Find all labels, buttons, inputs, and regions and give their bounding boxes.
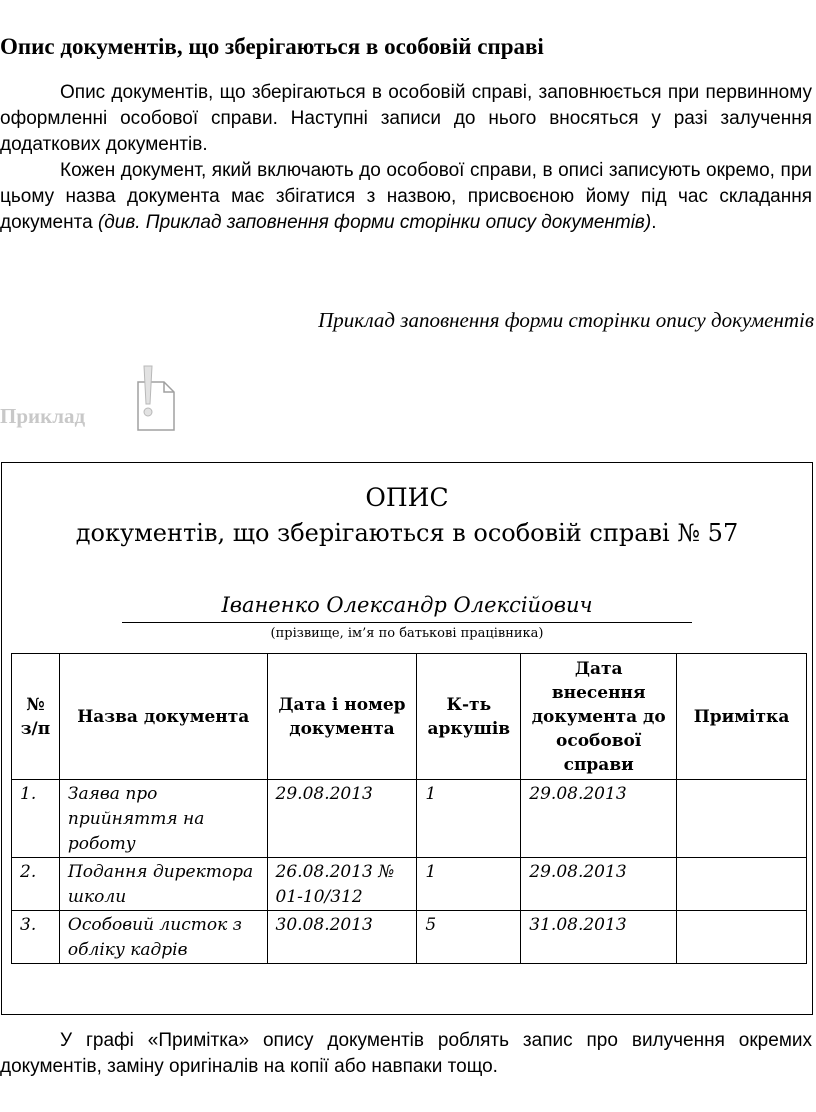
table-row	[12, 858, 807, 911]
cell-note	[677, 780, 807, 858]
document-exclamation-icon	[132, 364, 178, 432]
cell-number: 2.	[12, 858, 60, 911]
documents-table	[11, 653, 807, 964]
cell-sheets: 1	[417, 780, 521, 858]
cell-doc-date: 26.08.2013 № 01-10/312	[267, 858, 417, 911]
note-paragraph: У графі «Примітка» опису документів роблять запис про вилучення окремих документів, заміну оригіналів на копії або навпаки тощо.	[0, 1030, 812, 1077]
col-header-name: Назва документа	[59, 654, 267, 780]
cell-doc-date: 30.08.2013	[267, 911, 417, 964]
employee-name-underline	[122, 622, 692, 623]
form-title: ОПИС	[365, 483, 449, 512]
cell-note	[677, 858, 807, 911]
cell-note	[677, 911, 807, 964]
page-heading: Опис документів, що зберігаються в особовій справі	[0, 34, 544, 59]
col-header-number: № з/п	[12, 654, 60, 780]
cell-entry-date: 31.08.2013	[521, 911, 677, 964]
form-subtitle: документів, що зберігаються в особовій справі № 57	[75, 519, 739, 547]
example-reference: (див. Приклад заповнення форми сторінки опису документів)	[97, 212, 652, 233]
cell-name: Заява про прийняття на роботу	[59, 780, 267, 858]
intro-paragraph: Опис документів, що зберігаються в особовій справі, заповнюється при первинному оформленні особової справи. Наступні записи до нього вносяться у разі залучення додаткових документів.	[0, 82, 812, 155]
cell-name: Особовий листок з обліку кадрів	[59, 911, 267, 964]
table-header-row	[12, 654, 807, 780]
col-header-entry-date: Дата внесення документа до особової справи	[521, 654, 677, 780]
cell-name: Подання директора школи	[59, 858, 267, 911]
col-header-note: Примітка	[677, 654, 807, 780]
cell-entry-date: 29.08.2013	[521, 780, 677, 858]
cell-number: 3.	[12, 911, 60, 964]
cell-doc-date: 29.08.2013	[267, 780, 417, 858]
employee-name: Іваненко Олександр Олексійович	[221, 593, 593, 617]
col-header-doc-date: Дата і номер документа	[267, 654, 417, 780]
rule-paragraph-text: Кожен документ, який включають до особової справи, в описі записують окремо, при цьому назва документа має збігатися з назвою, присвоєною йому під час складання документа	[0, 160, 812, 233]
cell-number: 1.	[12, 780, 60, 858]
table-row	[12, 911, 807, 964]
cell-sheets: 1	[417, 858, 521, 911]
employee-name-caption: (прізвище, ім’я по батькові працівника)	[270, 626, 544, 641]
rule-paragraph-end: .	[651, 212, 657, 233]
cell-sheets: 5	[417, 911, 521, 964]
col-header-sheets: К-ть аркушів	[417, 654, 521, 780]
document-form	[1, 462, 813, 1015]
cell-entry-date: 29.08.2013	[521, 858, 677, 911]
rule-paragraph	[0, 158, 812, 236]
example-title: Приклад заповнення форми сторінки опису документів	[318, 308, 814, 332]
table-row	[12, 780, 807, 858]
example-label: Приклад	[0, 404, 86, 428]
